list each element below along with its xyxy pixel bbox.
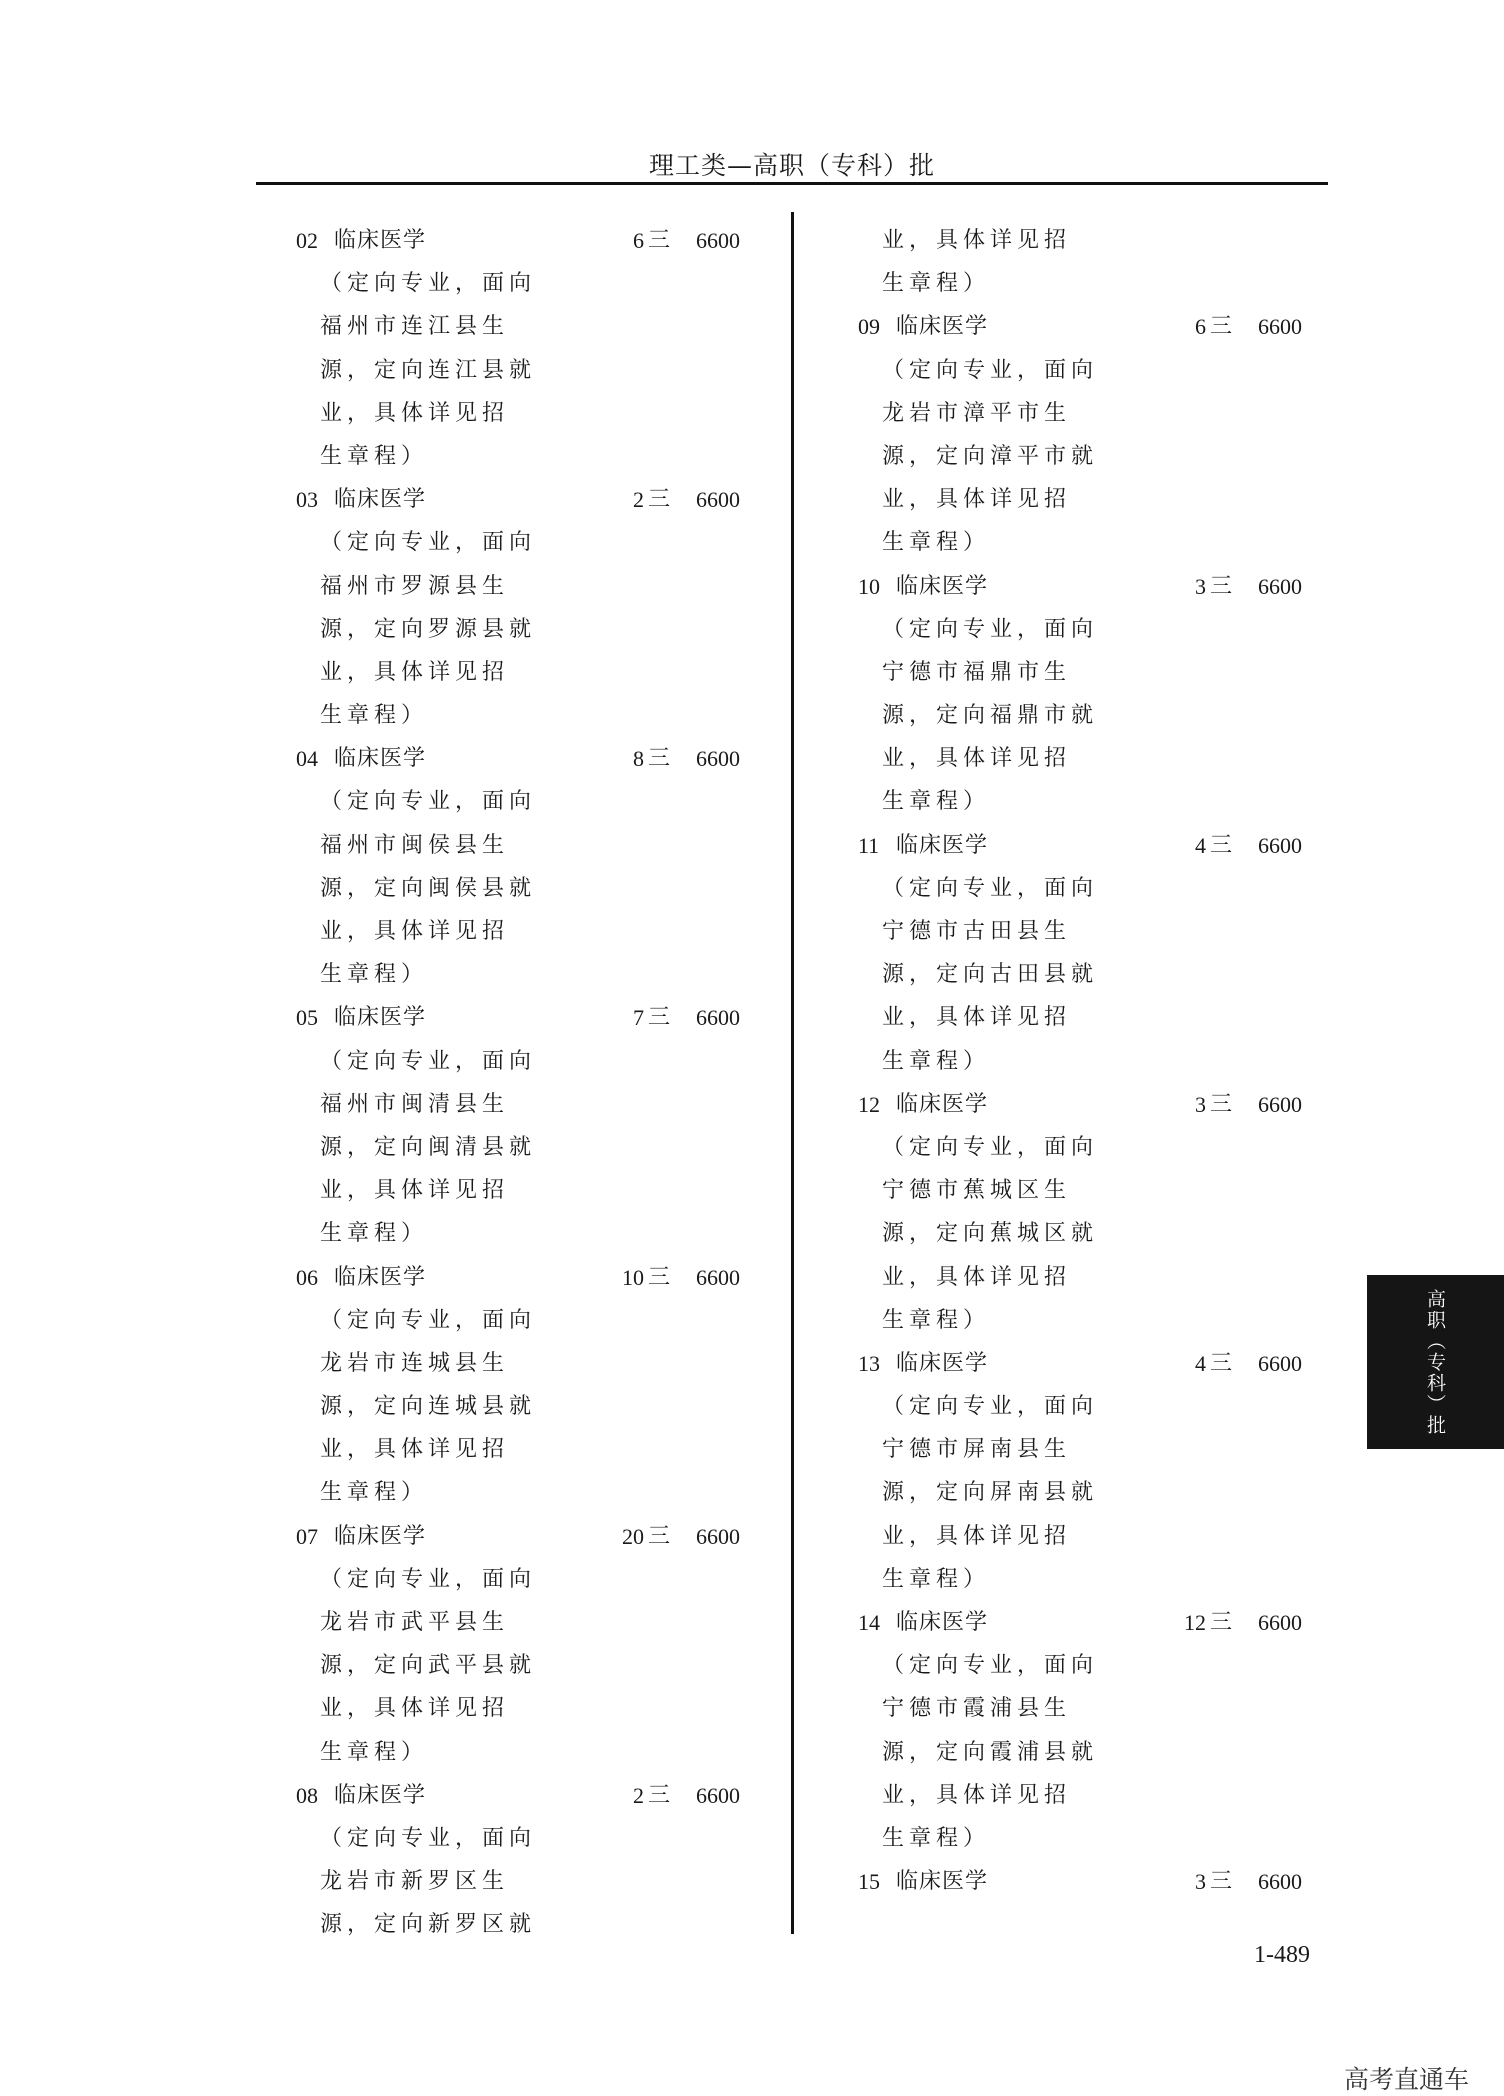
tuition-fee: 6600 xyxy=(1258,573,1302,599)
continuation-line: 业，具体详见招 xyxy=(882,228,1072,253)
entry-note-line: 业，具体详见招 xyxy=(320,1178,510,1204)
entry-note-line: 生章程） xyxy=(882,1825,991,1851)
entry-note-line: （定向专业，面向 xyxy=(882,1653,1099,1679)
entry-code: 12 xyxy=(858,1091,880,1117)
entry-header-row xyxy=(296,1774,756,1817)
entry-note-line: 福州市连江县生 xyxy=(320,314,510,340)
entry-code: 08 xyxy=(296,1782,318,1808)
enrollment-count: 10 xyxy=(622,1264,644,1290)
entry-code: 03 xyxy=(296,487,318,513)
entry-header-row xyxy=(858,305,1318,348)
entry-note-line: 生章程） xyxy=(320,1480,429,1506)
entry-note-line: 业，具体详见招 xyxy=(320,1696,510,1722)
entry-note-line: 宁德市霞浦县生 xyxy=(882,1696,1072,1722)
entry-header-row xyxy=(858,565,1318,608)
entry-header-row xyxy=(296,737,756,780)
enrollment-count: 4 xyxy=(1195,832,1206,858)
continuation-line: 生章程） xyxy=(882,271,991,297)
entry-note-line: 生章程） xyxy=(882,789,991,815)
entry-note-line: （定向专业，面向 xyxy=(320,530,537,556)
entry-note-line: （定向专业，面向 xyxy=(882,1394,1099,1420)
enrollment-count: 4 xyxy=(1195,1350,1206,1376)
enrollment-count: 3 xyxy=(1195,1091,1206,1117)
entry-note-line: 源，定向福鼎市就 xyxy=(882,703,1099,729)
major-name: 临床医学 xyxy=(334,1264,427,1290)
enrollment-count: 2 xyxy=(633,487,644,513)
watermark-text: 高考直通车 xyxy=(1344,2065,1470,2094)
tuition-fee: 6600 xyxy=(1258,1610,1302,1635)
entry-note-line: 生章程） xyxy=(320,962,429,988)
entry-note-line: 生章程） xyxy=(320,1739,429,1765)
entry-note-line: 生章程） xyxy=(320,443,429,469)
enrollment-count: 2 xyxy=(633,1782,644,1808)
entry-note-line: 龙岩市漳平市生 xyxy=(882,400,1072,426)
entry-note-line: （定向专业，面向 xyxy=(882,357,1099,383)
entry-note-line: 业，具体详见招 xyxy=(320,1437,510,1463)
entry-note-line: 福州市罗源县生 xyxy=(320,573,510,599)
major-name: 临床医学 xyxy=(334,487,427,513)
major-name: 临床医学 xyxy=(896,1869,989,1895)
major-name: 临床医学 xyxy=(334,1782,427,1808)
entry-code: 09 xyxy=(858,314,880,340)
tuition-fee: 6600 xyxy=(1258,1869,1302,1895)
entry-code: 06 xyxy=(296,1264,318,1290)
enrollment-count: 6 xyxy=(1195,314,1206,340)
tuition-fee: 6600 xyxy=(696,487,740,513)
entry-code: 02 xyxy=(296,228,318,253)
major-name: 临床医学 xyxy=(334,1005,427,1031)
entry-note-line: （定向专业，面向 xyxy=(320,1825,537,1851)
entry-note-line: （定向专业，面向 xyxy=(320,271,537,297)
major-name: 临床医学 xyxy=(334,228,427,253)
school-length: 三 xyxy=(1210,1350,1233,1376)
enrollment-count: 12 xyxy=(1184,1610,1206,1635)
entry-code: 05 xyxy=(296,1005,318,1031)
entry-note-line: （定向专业，面向 xyxy=(882,616,1099,642)
tuition-fee: 6600 xyxy=(696,1782,740,1808)
page-number: 1-489 xyxy=(1254,1942,1310,1968)
section-side-tab xyxy=(1367,1275,1504,1449)
tuition-fee: 6600 xyxy=(1258,832,1302,858)
entry-note-line: 龙岩市连城县生 xyxy=(320,1350,510,1376)
entry-note-line: （定向专业，面向 xyxy=(882,1134,1099,1160)
page-header-title: 理工类—高职（专科）批 xyxy=(648,151,935,180)
major-name: 临床医学 xyxy=(334,746,427,772)
entry-note-line: 生章程） xyxy=(882,1566,991,1592)
tuition-fee: 6600 xyxy=(696,1523,740,1549)
entry-code: 15 xyxy=(858,1869,880,1895)
entry-note-line: 源，定向罗源县就 xyxy=(320,616,537,642)
entry-header-row xyxy=(296,1256,756,1299)
entry-note-line: 源，定向霞浦县就 xyxy=(882,1739,1099,1765)
entry-header-row xyxy=(858,1601,1318,1644)
school-length: 三 xyxy=(648,1264,671,1290)
entry-note-line: （定向专业，面向 xyxy=(320,789,537,815)
entry-note-line: 生章程） xyxy=(882,1307,991,1333)
entry-note-line: 源，定向连城县就 xyxy=(320,1394,537,1420)
enrollment-count: 7 xyxy=(633,1005,644,1031)
entry-header-row xyxy=(858,1342,1318,1385)
entry-note-line: 源，定向闽侯县就 xyxy=(320,875,537,901)
entry-code: 13 xyxy=(858,1350,880,1376)
column-divider xyxy=(791,212,794,1934)
major-name: 临床医学 xyxy=(896,1091,989,1117)
entry-header-row xyxy=(858,1083,1318,1126)
entry-note-line: 源，定向连江县就 xyxy=(320,357,537,383)
entry-note-line: （定向专业，面向 xyxy=(882,875,1099,901)
left-column xyxy=(296,219,756,1939)
tuition-fee: 6600 xyxy=(696,228,740,253)
entry-header-row xyxy=(296,1515,756,1558)
entry-note-line: 生章程） xyxy=(882,1048,991,1074)
entry-note-line: 业，具体详见招 xyxy=(320,659,510,685)
entry-note-line: 业，具体详见招 xyxy=(882,487,1072,513)
enrollment-count: 3 xyxy=(1195,1869,1206,1895)
entry-header-row xyxy=(296,996,756,1039)
enrollment-count: 8 xyxy=(633,746,644,772)
entry-note-line: 业，具体详见招 xyxy=(882,1523,1072,1549)
entry-note-line: 宁德市屏南县生 xyxy=(882,1437,1072,1463)
major-name: 临床医学 xyxy=(896,314,989,340)
entry-note-line: 源，定向漳平市就 xyxy=(882,443,1099,469)
major-name: 临床医学 xyxy=(334,1523,427,1549)
school-length: 三 xyxy=(1210,1091,1233,1117)
tuition-fee: 6600 xyxy=(696,1005,740,1031)
entry-note-line: 生章程） xyxy=(320,1221,429,1247)
entry-code: 07 xyxy=(296,1523,318,1549)
entry-code: 10 xyxy=(858,573,880,599)
entry-note-line: （定向专业，面向 xyxy=(320,1307,537,1333)
entry-header-row xyxy=(296,478,756,521)
entry-header-row xyxy=(858,824,1318,867)
entry-code: 14 xyxy=(858,1610,880,1635)
enrollment-count: 20 xyxy=(622,1523,644,1549)
right-column xyxy=(858,219,1318,1939)
major-name: 临床医学 xyxy=(896,1350,989,1376)
entry-note-line: （定向专业，面向 xyxy=(320,1048,537,1074)
entry-note-line: 源，定向蕉城区就 xyxy=(882,1221,1099,1247)
entry-note-line: 福州市闽侯县生 xyxy=(320,832,510,858)
school-length: 三 xyxy=(648,228,671,253)
entry-note-line: 业，具体详见招 xyxy=(320,919,510,944)
entry-note-line: 源，定向新罗区就 xyxy=(320,1912,537,1938)
enrollment-count: 6 xyxy=(633,228,644,253)
school-length: 三 xyxy=(648,1782,671,1808)
entry-note-line: 业，具体详见招 xyxy=(882,1782,1072,1808)
school-length: 三 xyxy=(648,487,671,513)
header-rule xyxy=(256,182,1328,185)
side-tab-label: 高职（专科）批 xyxy=(1424,1288,1446,1436)
school-length: 三 xyxy=(1210,314,1233,340)
school-length: 三 xyxy=(648,1523,671,1549)
tuition-fee: 6600 xyxy=(1258,1350,1302,1376)
school-length: 三 xyxy=(648,1005,671,1031)
tuition-fee: 6600 xyxy=(1258,314,1302,340)
major-name: 临床医学 xyxy=(896,1610,989,1635)
entry-note-line: 源，定向古田县就 xyxy=(882,962,1099,988)
entry-note-line: 业，具体详见招 xyxy=(320,400,510,426)
major-name: 临床医学 xyxy=(896,573,989,599)
entry-note-line: 生章程） xyxy=(882,530,991,556)
entry-code: 11 xyxy=(858,832,880,858)
entry-note-line: 龙岩市新罗区生 xyxy=(320,1869,510,1895)
enrollment-count: 3 xyxy=(1195,573,1206,599)
entry-note-line: 生章程） xyxy=(320,703,429,729)
school-length: 三 xyxy=(648,746,671,772)
entry-note-line: 宁德市福鼎市生 xyxy=(882,659,1072,685)
entry-note-line: 业，具体详见招 xyxy=(882,1005,1072,1031)
entry-note-line: 源，定向闽清县就 xyxy=(320,1134,537,1160)
entry-note-line: 龙岩市武平县生 xyxy=(320,1610,510,1635)
entry-header-row xyxy=(296,219,756,262)
major-name: 临床医学 xyxy=(896,832,989,858)
entry-note-line: 宁德市古田县生 xyxy=(882,919,1072,944)
entry-note-line: 业，具体详见招 xyxy=(882,1264,1072,1290)
school-length: 三 xyxy=(1210,1610,1233,1635)
entry-note-line: 福州市闽清县生 xyxy=(320,1091,510,1117)
tuition-fee: 6600 xyxy=(1258,1091,1302,1117)
entry-note-line: 宁德市蕉城区生 xyxy=(882,1178,1072,1204)
entry-note-line: 源，定向屏南县就 xyxy=(882,1480,1099,1506)
tuition-fee: 6600 xyxy=(696,1264,740,1290)
entry-note-line: 业，具体详见招 xyxy=(882,746,1072,772)
entry-header-row xyxy=(858,1860,1318,1903)
school-length: 三 xyxy=(1210,573,1233,599)
entry-code: 04 xyxy=(296,746,318,772)
tuition-fee: 6600 xyxy=(696,746,740,772)
entry-note-line: 源，定向武平县就 xyxy=(320,1653,537,1679)
school-length: 三 xyxy=(1210,1869,1233,1895)
school-length: 三 xyxy=(1210,832,1233,858)
entry-note-line: （定向专业，面向 xyxy=(320,1566,537,1592)
